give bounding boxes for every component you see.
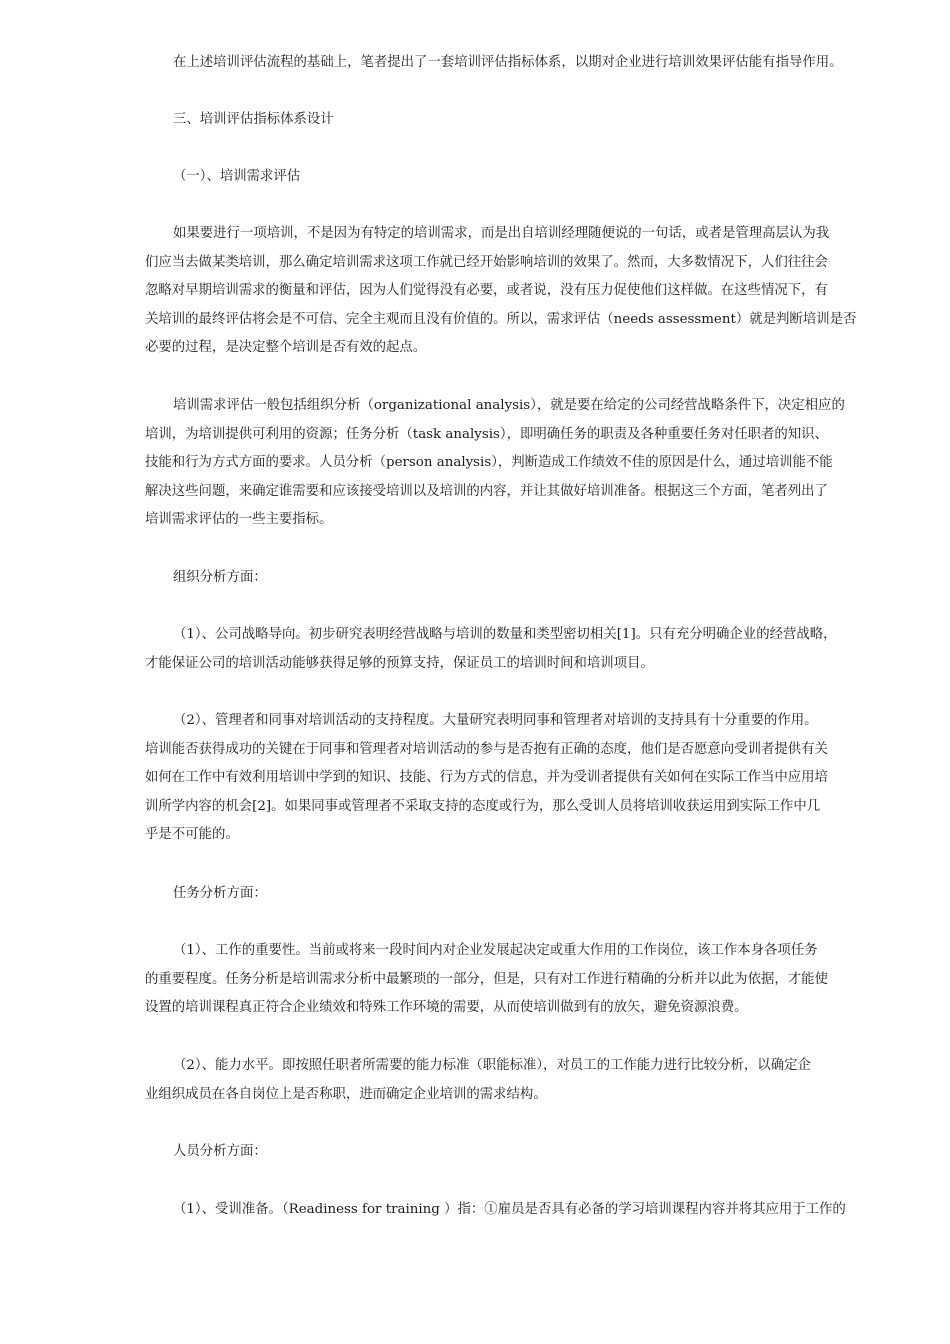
intro-paragraph bbox=[145, 49, 885, 78]
text-line: 才能保证公司的培训活动能够获得足够的预算支持，保证员工的培训时间和培训项目。 bbox=[145, 655, 654, 671]
subsection-heading bbox=[145, 163, 885, 192]
text-line: 解决这些问题，来确定谁需要和应该接受培训以及培训的内容，并让其做好培训准备。根据这三个方面，笔者列出了 bbox=[145, 483, 828, 499]
text-line: （1）、工作的重要性。当前或将来一段时间内对企业发展起决定或重大作用的工作岗位，该工作本身各项任务 bbox=[173, 943, 818, 958]
text-line: 设置的培训课程真正符合企业绩效和特殊工作环境的需要，从而使培训做到有的放矢，避免资源浪费。 bbox=[145, 1000, 748, 1016]
text-line: 组织分析方面： bbox=[173, 570, 267, 585]
task-analysis-heading bbox=[145, 880, 885, 909]
text-line: 乎是不可能的。 bbox=[145, 827, 239, 843]
text-line: 们应当去做某类培训，那么确定培训需求这项工作就已经开始影响培训的效果了。然而，大多数情况下，人们往往会 bbox=[145, 254, 828, 270]
text-line: （一）、培训需求评估 bbox=[173, 169, 301, 184]
text-line: 训所学内容的机会[2]。如果同事或管理者不采取支持的态度或行为，那么受训人员将培训收获运用到实际工作中几 bbox=[145, 798, 821, 814]
text-line: 如果要进行一项培训，不是因为有特定的培训需求，而是出自培训经理随便说的一句话，或者是管理高层认为我 bbox=[173, 226, 830, 241]
text-line: （2）、管理者和同事对培训活动的支持程度。大量研究表明同事和管理者对培训的支持具有十分重要的作用。 bbox=[173, 713, 818, 728]
person-item-1 bbox=[145, 1196, 885, 1225]
task-item-1 bbox=[145, 937, 885, 1023]
text-line: 人员分析方面： bbox=[173, 1144, 267, 1159]
needs-paragraph-1 bbox=[145, 220, 885, 363]
text-line: 在上述培训评估流程的基础上，笔者提出了一套培训评估指标体系，以期对企业进行培训效果评估能有指导作用。 bbox=[173, 55, 843, 70]
text-line: 关培训的最终评估将会是不可信、完全主观而且没有价值的。所以，需求评估（needs assessment）就是判断培训是否 bbox=[145, 311, 857, 327]
org-item-1 bbox=[145, 621, 885, 678]
text-line: 任务分析方面： bbox=[173, 886, 267, 901]
task-item-2 bbox=[145, 1052, 885, 1109]
text-line: 三、培训评估指标体系设计 bbox=[173, 112, 334, 127]
text-line: 业组织成员在各自岗位上是否称职，进而确定企业培训的需求结构。 bbox=[145, 1086, 547, 1102]
text-line: 技能和行为方式方面的要求。人员分析（person analysis），判断造成工作绩效不佳的原因是什么，通过培训能不能 bbox=[145, 455, 833, 471]
text-line: 的重要程度。任务分析是培训需求分析中最繁琐的一部分，但是，只有对工作进行精确的分析并以此为依据，才能使 bbox=[145, 971, 828, 987]
text-line: （1）、公司战略导向。初步研究表明经营战略与培训的数量和类型密切相关[1]。只有充分明确企业的经营战略， bbox=[173, 627, 837, 642]
text-line: 如何在工作中有效利用培训中学到的知识、技能、行为方式的信息，并为受训者提供有关如何在实际工作当中应用培 bbox=[145, 770, 828, 786]
org-analysis-heading bbox=[145, 564, 885, 593]
section-heading bbox=[145, 106, 885, 135]
text-line: 培训需求评估一般包括组织分析（organizational analysis），就是要在给定的公司经营战略条件下，决定相应的 bbox=[173, 398, 845, 413]
text-line: （2）、能力水平。即按照任职者所需要的能力标准（职能标准），对员工的工作能力进行比较分析，以确定企 bbox=[173, 1058, 811, 1073]
text-line: 培训，为培训提供可利用的资源；任务分析（task analysis），即明确任务的职责及各种重要任务对任职者的知识、 bbox=[145, 426, 828, 442]
needs-paragraph-2 bbox=[145, 392, 885, 535]
org-item-2 bbox=[145, 707, 885, 850]
text-line: 必要的过程，是决定整个培训是否有效的起点。 bbox=[145, 340, 427, 356]
text-line: 培训能否获得成功的关键在于同事和管理者对培训活动的参与是否抱有正确的态度，他们是否愿意向受训者提供有关 bbox=[145, 741, 828, 757]
text-line: （1）、受训准备。（Readiness for training ）指：①雇员是否具有必备的学习培训课程内容并将其应用于工作的 bbox=[173, 1202, 846, 1217]
person-analysis-heading bbox=[145, 1138, 885, 1167]
text-line: 忽略对早期培训需求的衡量和评估，因为人们觉得没有必要，或者说，没有压力促使他们这样做。在这些情况下，有 bbox=[145, 283, 828, 299]
text-line: 培训需求评估的一些主要指标。 bbox=[145, 512, 333, 528]
